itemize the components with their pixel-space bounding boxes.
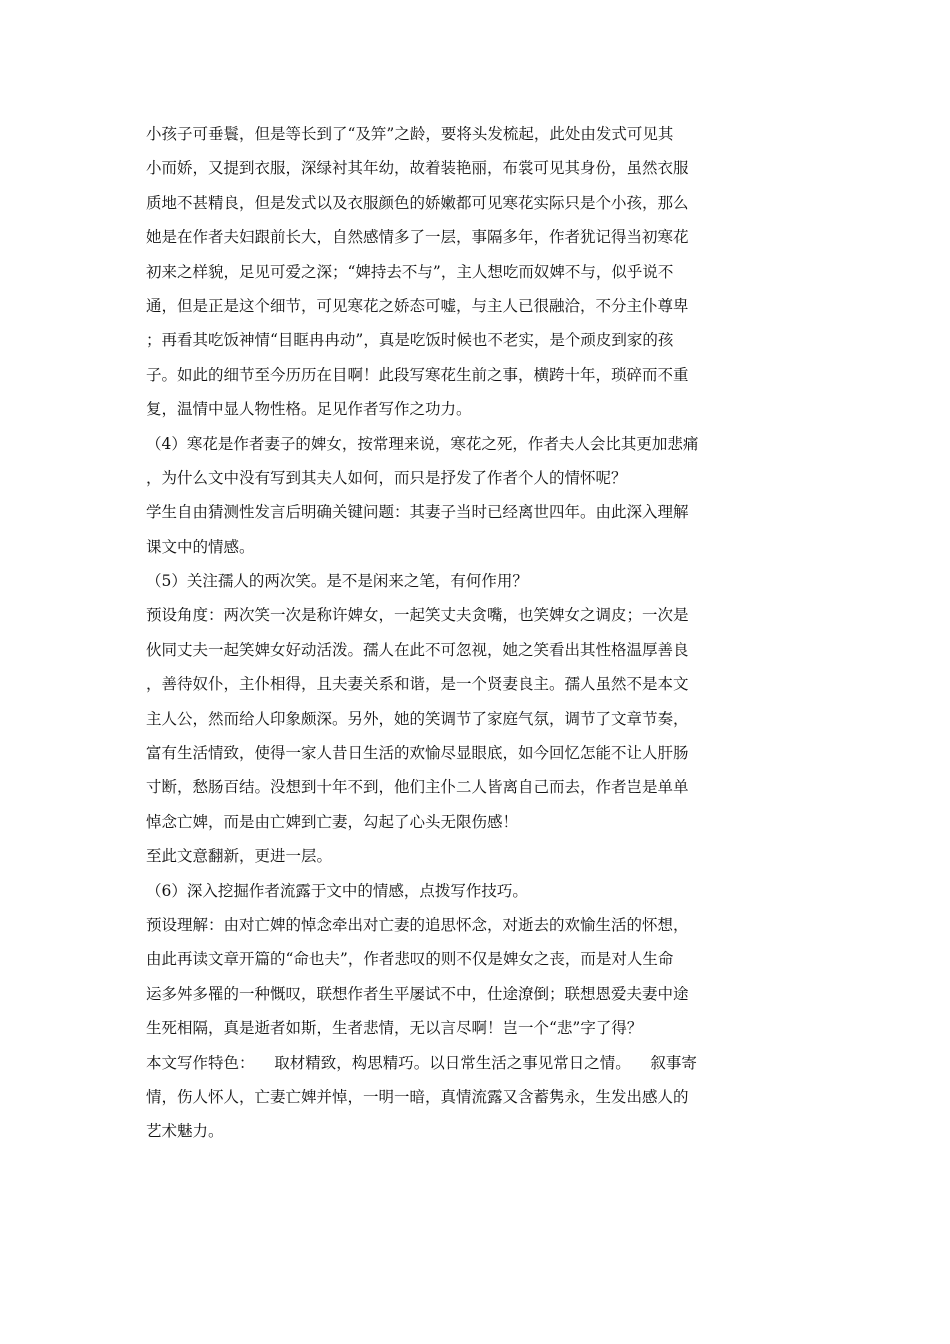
text-line: ；再看其吃饭神情“目眶冉冉动”，真是吃饭时候也不老实，是个顽皮到家的孩 (146, 331, 674, 350)
text-line: 主人公，然而给人印象颇深。另外，她的笑调节了家庭气氛，调节了文章节奏， (146, 709, 689, 728)
text-line: 通，但是正是这个细节，可见寒花之娇态可嘘，与主人已很融洽，不分主仆尊卑 (146, 296, 689, 315)
text-line: 至此文意翻新，更进一层。 (146, 847, 333, 866)
text-line: 她是在作者夫妇跟前长大，自然感情多了一层，事隔多年，作者犹记得当初寒花 (146, 228, 689, 247)
text-line: 悼念亡婢，而是由亡婢到亡妻，勾起了心头无限伤感！ (146, 812, 519, 831)
text-line: 富有生活情致，使得一家人昔日生活的欢愉尽显眼底，如今回忆怎能不让人肝肠 (146, 744, 689, 763)
text-line: 寸断，愁肠百结。没想到十年不到，他们主仆二人皆离自己而去，作者岂是单单 (146, 778, 689, 797)
text-line: 小而娇，又提到衣服，深绿衬其年幼，故着装艳丽，布裳可见其身份，虽然衣服 (146, 159, 689, 178)
text-line: 子。如此的细节至今历历在目啊！此段写寒花生前之事，横跨十年，琐碎而不重 (146, 365, 689, 384)
text-line: 学生自由猜测性发言后明确关键问题：其妻子当时已经离世四年。由此深入理解 (146, 503, 689, 522)
text-line: 课文中的情感。 (146, 537, 255, 556)
text-line: 伙同丈夫一起笑婢女好动活泼。孺人在此不可忽视，她之笑看出其性格温厚善良 (146, 640, 689, 659)
text-line: 初来之样貌，足见可爱之深；“婢持去不与”，主人想吃而奴婢不与，似乎说不 (146, 262, 674, 281)
text-line: 质地不甚精良，但是发式以及衣服颜色的娇嫩都可见寒花实际只是个小孩，那么 (146, 193, 689, 212)
question-6-line: （6）深入挖掘作者流露于文中的情感，点拨写作技巧。 (146, 881, 528, 900)
text-line: ，为什么文中没有写到其夫人如何，而只是抒发了作者个人的情怀呢？ (146, 468, 627, 487)
question-4-line: （4）寒花是作者妻子的婢女，按常理来说，寒花之死，作者夫人会比其更加悲痛 (146, 434, 699, 453)
text-line: 本文写作特色： 取材精致，构思精巧。以日常生活之事见常日之情。 叙事寄 (146, 1053, 697, 1072)
text-line: ，善待奴仆，主仆相得，且夫妻关系和谐，是一个贤妻良主。孺人虽然不是本文 (146, 675, 689, 694)
text-line: 由此再读文章开篇的“命也夫”，作者悲叹的则不仅是婢女之丧，而是对人生命 (146, 950, 674, 969)
document-body (146, 117, 746, 1149)
text-line: 预设角度：两次笑一次是称许婢女，一起笑丈夫贪嘴，也笑婢女之调皮；一次是 (146, 606, 689, 625)
text-line: 复，温情中显人物性格。足见作者写作之功力。 (146, 400, 472, 419)
question-5-line: （5）关注孺人的两次笑。是不是闲来之笔，有何作用？ (146, 572, 528, 591)
text-line: 情，伤人怀人，亡妻亡婢并悼，一明一暗，真情流露又含蓄隽永，生发出感人的 (146, 1087, 689, 1106)
text-line: 生死相隔，真是逝者如斯，生者悲情，无以言尽啊！岂一个“悲”字了得？ (146, 1019, 643, 1038)
text-line: 预设理解：由对亡婢的悼念牵出对亡妻的追思怀念，对逝去的欢愉生活的怀想， (146, 915, 689, 934)
text-line: 艺术魅力。 (146, 1122, 224, 1141)
text-line: 运多舛多罹的一种慨叹，联想作者生平屡试不中，仕途潦倒；联想恩爱夫妻中途 (146, 984, 689, 1003)
text-line: 小孩子可垂鬟，但是等长到了“及笄”之龄，要将头发梳起，此处由发式可见其 (146, 125, 674, 143)
